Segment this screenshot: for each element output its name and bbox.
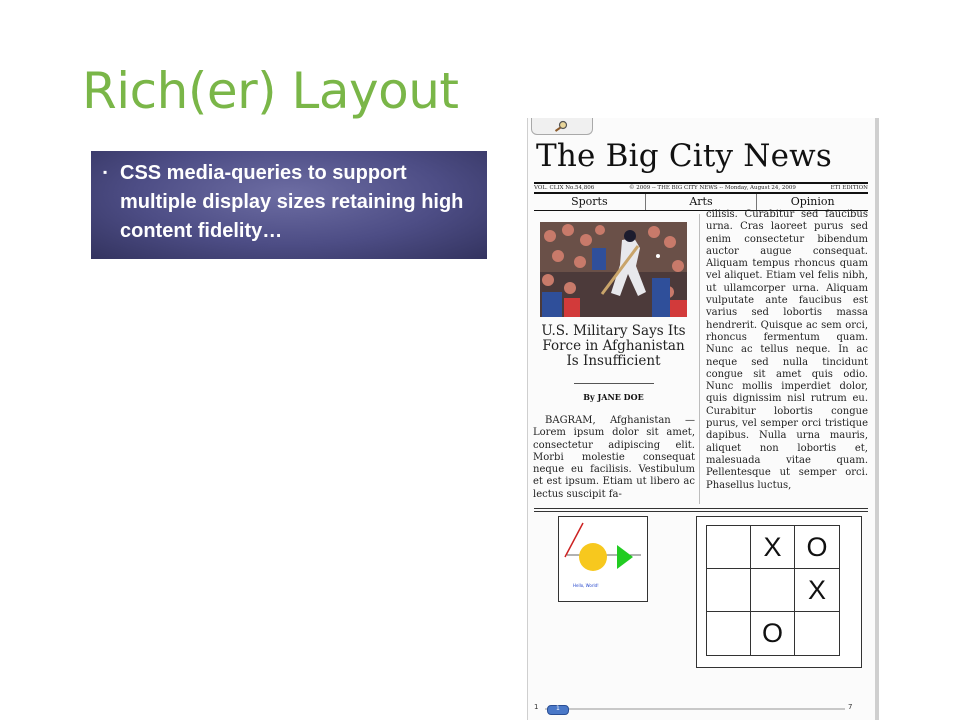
tictactoe-cell[interactable]: X — [795, 569, 839, 612]
tictactoe-cell[interactable] — [707, 569, 751, 612]
article-rule-top — [534, 508, 868, 509]
tictactoe-cell[interactable] — [707, 526, 751, 569]
tictactoe-board — [696, 516, 862, 668]
article-headline: U.S. Military Says Its Force in Afghanistan Is Insufficient — [541, 323, 686, 369]
page-slider[interactable] — [528, 702, 875, 716]
canvas-text: Hello, World! — [573, 583, 599, 588]
newspaper-reader — [527, 118, 879, 720]
pager-first-page: 1 — [534, 703, 539, 711]
canvas-demo — [558, 516, 648, 602]
section-sports[interactable]: Sports — [534, 194, 646, 210]
dateline-date: © 2009 -- THE BIG CITY NEWS -- Monday, August 24, 2009 — [628, 185, 796, 191]
magnifier-icon — [553, 120, 569, 132]
column-divider — [699, 214, 700, 504]
bullet-box — [91, 151, 487, 259]
tictactoe-cell[interactable]: O — [751, 612, 795, 655]
bullet-item — [103, 159, 477, 246]
tictactoe-cell[interactable]: X — [751, 526, 795, 569]
pager-current-page: 1 — [556, 705, 560, 712]
tictactoe-cell[interactable] — [707, 612, 751, 655]
masthead-rule-top — [534, 182, 868, 184]
canvas-drawing — [559, 517, 647, 601]
article-column-1: BAGRAM, Afghanistan — Lorem ipsum dolor sit amet, consectetur adipiscing elit. Morbi molestie consequat neque eu facilisis. Vestibulum et est ipsum. Etiam ut libero ac lectus suscipit fa- — [533, 415, 695, 500]
dateline — [534, 185, 868, 191]
dateline-volume: VOL. CLIX No.54,806 — [534, 185, 595, 191]
zoom-button[interactable] — [531, 118, 593, 135]
bullet-square-icon: ▪ — [103, 165, 108, 179]
byline-rule — [574, 383, 654, 384]
section-arts[interactable]: Arts — [646, 194, 758, 210]
pager-track[interactable] — [545, 708, 845, 710]
pager-last-page: 7 — [848, 703, 853, 711]
bullet-text: CSS media-queries to support multiple display sizes retaining high content fidelity… — [120, 162, 464, 242]
tictactoe-cell[interactable] — [795, 612, 839, 655]
pager-thumb[interactable] — [547, 705, 569, 715]
tictactoe-cell[interactable]: O — [795, 526, 839, 569]
slide-title: Rich(er) Layout — [82, 62, 459, 120]
masthead: The Big City News — [536, 138, 833, 174]
article-photo — [540, 222, 687, 317]
article-column-2: cilisis. Curabitur sed faucibus urna. Cras laoreet purus sed enim consectetur bibendum auctor augue consequat. Aliquam tempus rhoncus quam vel aliquet. Etiam vel felis nibh, ut ullamcorper urna. Aliquam vulputate ante faucibus est varius sed lobortis massa hendrerit. Quisque ac sem orci, rhoncus fermentum quam. Nunc ac tellus neque. In ac neque sed nulla tincidunt congue sit amet quis odio. Nunc mollis imperdiet dolor, quis dignissim nisl rutrum eu. Curabitur lobortis congue purus, vel semper orci tristique dapibus. Nulla urna mauris, aliquet non lobortis et, malesuada vitae quam. Pellentesque ut semper orci. Phasellus luctus, — [706, 209, 868, 491]
dateline-edition: ETI EDITION — [830, 185, 868, 191]
section-opinion[interactable]: Opinion — [790, 195, 835, 208]
article-rule-bottom — [534, 511, 868, 512]
tictactoe-grid — [706, 525, 840, 656]
article-byline: By JANE DOE — [583, 392, 644, 402]
tictactoe-cell[interactable] — [751, 569, 795, 612]
